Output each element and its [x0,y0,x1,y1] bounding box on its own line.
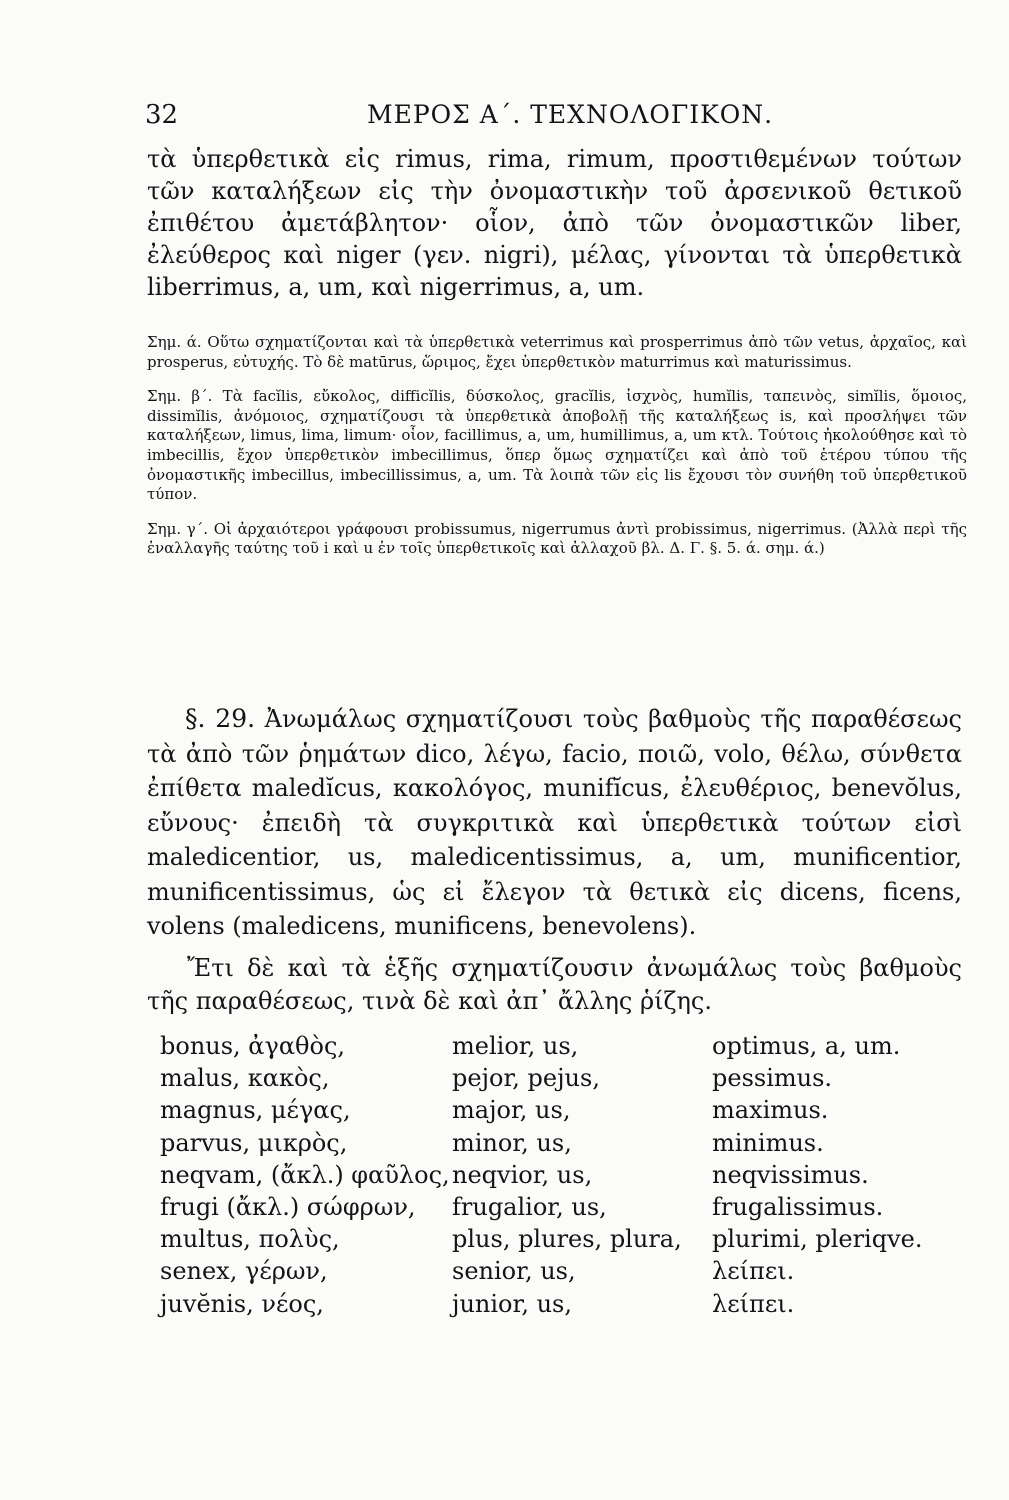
section-29-text: Ἀνωμάλως σχηματίζουσι τοὺς βαθμοὺς τῆς παραθέσεως τὰ ἀπὸ τῶν ῥημάτων dico, λέγω, facio, ποιῶ, volo, θέλω, σύνθετα ἐπίθετα maledĭcus, κακολόγος, munifĭcus, ἐλευθέριος, benevŏlus, εὔνους· ἐπειδὴ τὰ συγκριτικὰ καὶ ὑπερθετικὰ τούτων εἰσὶ maledicentior, us, maledicentissimus, a, um, munificentior, munificentissimus, ὡς εἰ ἔλεγον τὰ θετικὰ εἰς dicens, ficens, volens (maledicens, munificens, benevolens). [147,705,962,940]
table-row [160,1032,960,1064]
positive-cell: bonus, ἀγαθὸς, [160,1032,346,1060]
note-beta: Σημ. β΄. Τὰ facĭlis, εὔκολος, difficĭlis, δύσκολος, gracĭlis, ἰσχνὸς, humĭlis, ταπεινὸς, simĭlis, ὅμοιος, dissimĭlis, ἀνόμοιος, σχηματίζουσι τὰ ὑπερθετικὰ ἀποβολῇ τῆς καταλήξεως is, καὶ προσλήψει τῶν καταλήξεων, limus, lima, limum· οἷον, facillimus, a, um, humillimus, a, um κτλ. Τούτοις ἠκολούθησε καὶ τὸ imbecillis, ἔχον ὑπερθετικὸν imbecillimus, ὅπερ ὅμως σχηματίζει καὶ ἀπὸ τοῦ ἑτέρου τύπου τῆς ὀνομαστικῆς imbecillus, imbecillissimus, a, um. Τὰ λοιπὰ τῶν εἰς lis ἔχουσι τὸν συνήθη τοῦ ὑπερθετικοῦ τύπον. [147,387,967,504]
section-29 [147,702,962,944]
note-alpha: Σημ. ά. Οὕτω σχηματίζονται καὶ τὰ ὑπερθετικὰ veterrimus καὶ prosperrimus ἀπὸ τῶν vetus, ἀρχαῖος, καὶ prosperus, εὐτυχής. Τὸ δὲ matūrus, ὥριμος, ἔχει ὑπερθετικὸν maturrimus καὶ maturissimus. [147,333,967,371]
positive-cell: juvĕnis, νέος, [160,1289,324,1318]
superlative-cell: pessimus. [712,1064,833,1093]
positive-cell: multus, πολὺς, [160,1225,340,1254]
table-row [160,1096,960,1128]
superlative-cell: λείπει. [712,1289,795,1318]
note-gamma: Σημ. γ΄. Οἱ ἀρχαιότεροι γράφουσι probissumus, nigerrumus ἀντὶ probissimus, nigerrimus. (Ἀλλὰ περὶ τῆς ἐναλλαγῆς ταύτης τοῦ i καὶ u ἐν τοῖς ὑπερθετικοῖς καὶ ἀλλαχοῦ βλ. Δ. Γ. §. 5. ά. σημ. ά.) [147,519,967,558]
paragraph-irregular-intro: Ἔτι δὲ καὶ τὰ ἑξῆς σχηματίζουσιν ἀνωμάλως τοὺς βαθμοὺς τῆς παραθέσεως, τινὰ δὲ καὶ ἀπ᾽ ἄλλης ῥίζης. [147,954,962,1015]
positive-cell: magnus, μέγας, [160,1096,351,1125]
table-row [160,1129,960,1161]
table-row [160,1193,960,1225]
positive-cell: frugi (ἄκλ.) σώφρων, [160,1192,416,1221]
comparative-cell: plus, plures, plura, [452,1225,682,1254]
positive-cell: neqvam, (ἄκλ.) φαῦλος, [160,1160,450,1189]
comparative-cell: major, us, [452,1096,571,1125]
superlative-cell: neqvissimus. [712,1160,869,1189]
comparison-table [160,1032,960,1322]
running-header [145,100,945,140]
comparative-cell: neqvior, us, [452,1160,593,1189]
comparative-cell: minor, us, [452,1128,572,1157]
comparative-cell: pejor, pejus, [452,1064,600,1093]
notes-block [147,333,967,574]
superlative-cell: maximus. [712,1096,829,1125]
superlative-cell: frugalissimus. [712,1192,884,1221]
table-row [160,1225,960,1257]
comparative-cell: senior, us, [452,1257,576,1286]
running-title: ΜΕΡΟΣ Α΄. ΤΕΧΝΟΛΟΓΙΚΟΝ. [367,100,774,129]
superlative-cell: λείπει. [712,1257,795,1286]
table-row [160,1161,960,1193]
comparative-cell: frugalior, us, [452,1192,607,1221]
superlative-cell: optimus, a, um. [712,1032,901,1060]
table-row [160,1257,960,1289]
table-row [160,1290,960,1322]
superlative-cell: minimus. [712,1128,824,1157]
comparative-cell: junior, us, [452,1289,572,1318]
positive-cell: malus, κακὸς, [160,1064,330,1093]
section-29-number: §. 29. [185,704,256,733]
page-number: 32 [145,100,179,130]
superlative-cell: plurimi, pleriqve. [712,1225,923,1254]
comparative-cell: melior, us, [452,1032,579,1060]
paragraph-superlatives-rimus: τὰ ὑπερθετικὰ εἰς rimus, rima, rimum, προστιθεμένων τούτων τῶν καταλήξεων εἰς τὴν ὀνομαστικὴν τοῦ ἀρσενικοῦ θετικοῦ ἐπιθέτου ἀμετάβλητον· οἷον, ἀπὸ τῶν ὀνομαστικῶν liber, ἐλεύθερος καὶ niger (γεν. nigri), μέλας, γίνονται τὰ ὑπερθετικὰ liberrimus, a, um, καὶ nigerrimus, a, um. [147,145,962,301]
positive-cell: senex, γέρων, [160,1257,328,1286]
table-row [160,1064,960,1096]
positive-cell: parvus, μικρὸς, [160,1128,348,1157]
